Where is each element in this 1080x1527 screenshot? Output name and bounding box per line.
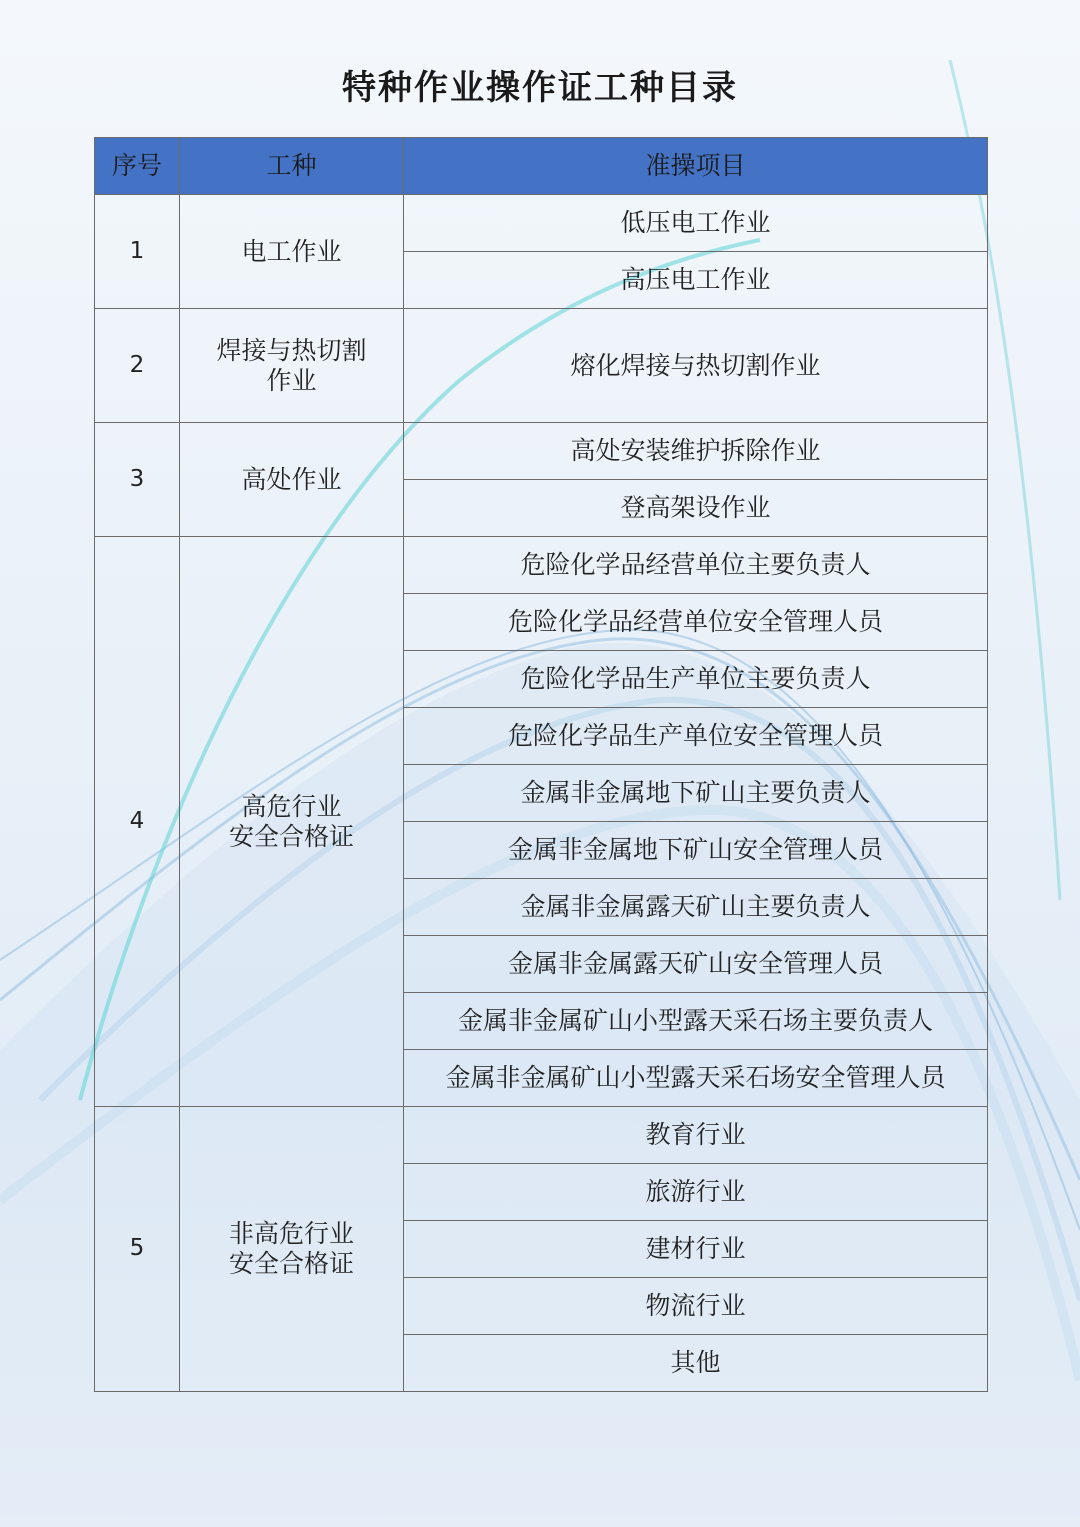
project-item: 其他 <box>404 1335 988 1392</box>
table-row <box>95 1107 988 1164</box>
project-item: 教育行业 <box>404 1107 988 1164</box>
table-row <box>95 423 988 480</box>
group-number: 3 <box>95 423 180 537</box>
project-item: 高压电工作业 <box>404 252 988 309</box>
project-item: 金属非金属地下矿山主要负责人 <box>404 765 988 822</box>
project-item: 危险化学品生产单位安全管理人员 <box>404 708 988 765</box>
group-category <box>180 1107 404 1392</box>
project-item: 物流行业 <box>404 1278 988 1335</box>
group-number: 5 <box>95 1107 180 1392</box>
category-line: 安全合格证 <box>228 1249 354 1278</box>
category-line: 高处作业 <box>241 464 342 494</box>
header-project: 准操项目 <box>404 138 988 195</box>
project-item: 金属非金属矿山小型露天采石场主要负责人 <box>404 993 988 1050</box>
category-line: 高危行业 <box>241 791 342 821</box>
project-item: 金属非金属矿山小型露天采石场安全管理人员 <box>404 1050 988 1107</box>
catalog-table <box>94 137 988 1392</box>
project-item: 危险化学品生产单位主要负责人 <box>404 651 988 708</box>
group-category <box>180 309 404 423</box>
project-item: 建材行业 <box>404 1221 988 1278</box>
table-row <box>95 537 988 594</box>
table-row <box>95 195 988 252</box>
group-category <box>180 195 404 309</box>
project-item: 旅游行业 <box>404 1164 988 1221</box>
category-line: 电工作业 <box>241 236 342 266</box>
category-line: 安全合格证 <box>228 821 354 851</box>
page-title: 特种作业操作证工种目录 <box>342 68 738 108</box>
group-category <box>180 423 404 537</box>
header-category: 工种 <box>180 138 404 195</box>
group-number: 4 <box>95 537 180 1107</box>
project-item: 金属非金属露天矿山主要负责人 <box>404 879 988 936</box>
project-item: 高处安装维护拆除作业 <box>404 423 988 480</box>
group-number: 1 <box>95 195 180 309</box>
category-line: 非高危行业 <box>228 1219 354 1248</box>
table-row <box>95 309 988 423</box>
project-item: 金属非金属露天矿山安全管理人员 <box>404 936 988 993</box>
project-item: 金属非金属地下矿山安全管理人员 <box>404 822 988 879</box>
project-item: 登高架设作业 <box>404 480 988 537</box>
group-category <box>180 537 404 1107</box>
project-item: 低压电工作业 <box>404 195 988 252</box>
header-number: 序号 <box>95 138 180 195</box>
project-item: 危险化学品经营单位主要负责人 <box>404 537 988 594</box>
project-item: 危险化学品经营单位安全管理人员 <box>404 594 988 651</box>
table-header-row <box>95 138 988 195</box>
project-item: 熔化焊接与热切割作业 <box>404 309 988 423</box>
category-line: 焊接与热切割 <box>216 335 367 365</box>
category-line: 作业 <box>266 365 317 395</box>
group-number: 2 <box>95 309 180 423</box>
